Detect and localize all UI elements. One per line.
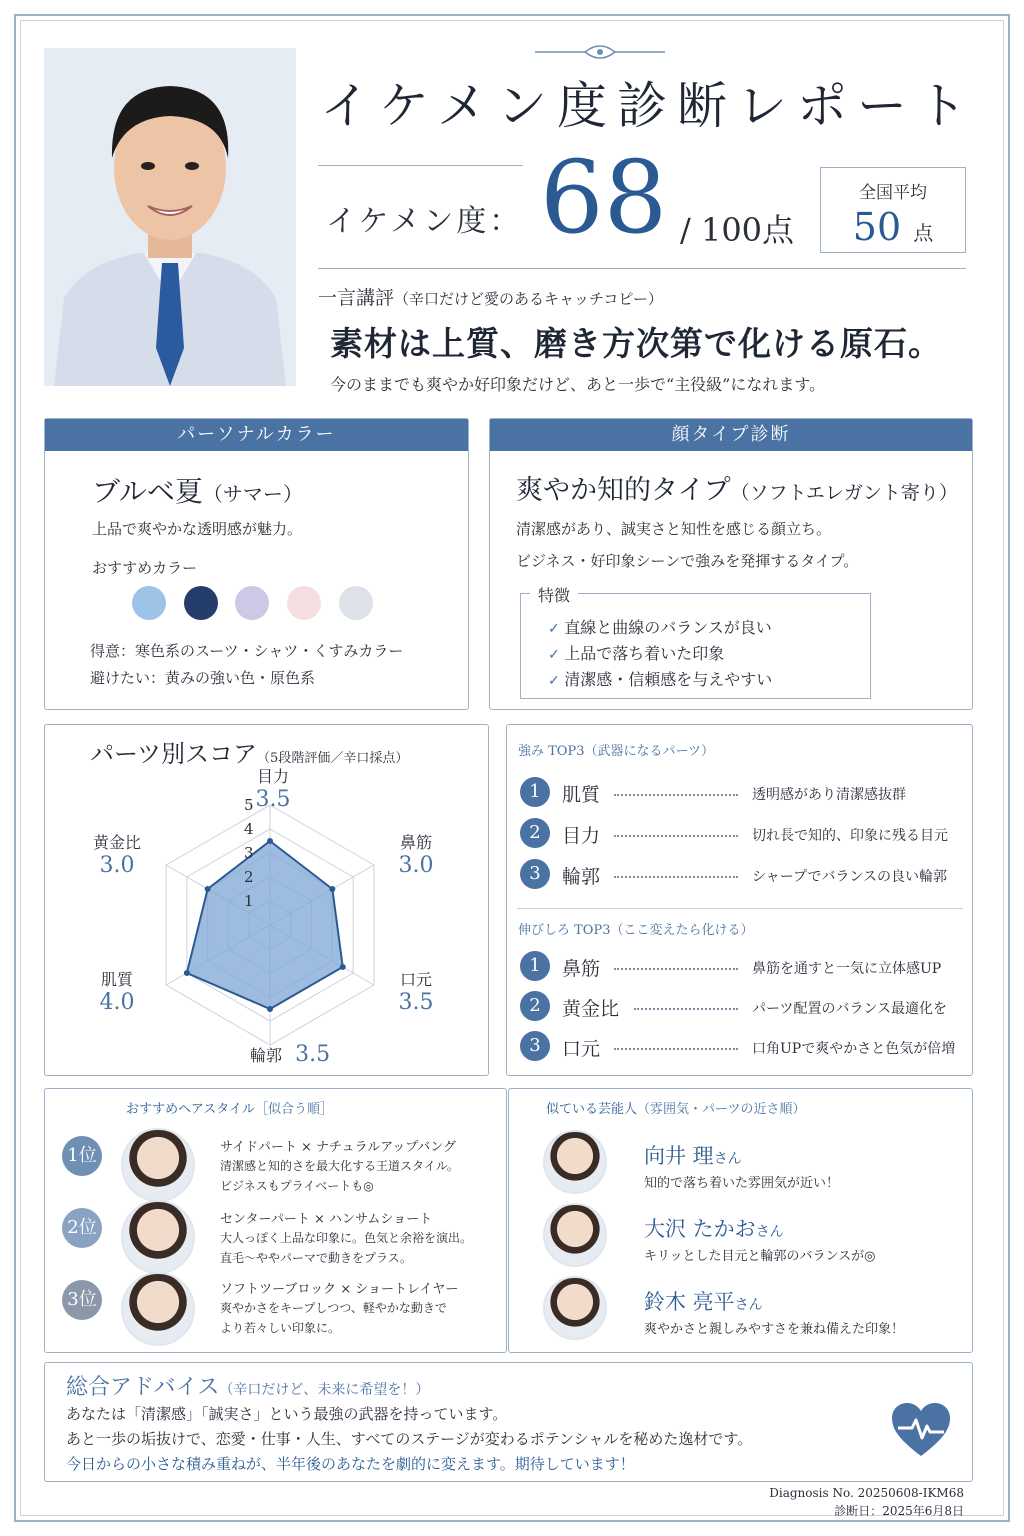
celebrity-photo bbox=[543, 1276, 607, 1340]
celebrity-title: 似ている芸能人 bbox=[546, 1102, 638, 1117]
color-swatch bbox=[287, 586, 321, 620]
strength-name: 肌質 bbox=[562, 784, 601, 806]
hairstyle-desc: 直毛〜ややパーマで動きをプラス。 bbox=[220, 1251, 413, 1265]
rank-badge: 2 bbox=[520, 991, 550, 1021]
radar-data-point bbox=[267, 838, 273, 844]
celebrity-name-row bbox=[644, 1140, 742, 1170]
diagnosis-number: Diagnosis No. 20250608-IKM68 bbox=[769, 1486, 964, 1500]
strength-name: 目力 bbox=[562, 825, 601, 847]
hairstyle-desc: 大人っぽく上品な印象に。色気と余裕を演出。 bbox=[220, 1231, 473, 1245]
advice-title-row bbox=[66, 1370, 429, 1401]
strength-desc: 切れ長で知的、印象に残る目元 bbox=[752, 828, 948, 844]
face-type-header: 顔タイプ診断 bbox=[490, 419, 972, 451]
face-type-desc-1: 清潔感があり、誠実さと知性を感じる顔立ち。 bbox=[516, 520, 832, 538]
hairstyle-desc: 爽やかさをキープしつつ、軽やかな動きで bbox=[220, 1301, 447, 1315]
radar-tick-label: 2 bbox=[244, 868, 254, 886]
leader-dots bbox=[614, 835, 738, 837]
radar-value: 3.0 bbox=[398, 853, 434, 878]
color-swatch bbox=[184, 586, 218, 620]
radar-label-contour bbox=[250, 1042, 330, 1067]
radar-tick-label: 3 bbox=[244, 844, 254, 862]
feature-item bbox=[548, 667, 772, 690]
celebrity-name-row bbox=[644, 1286, 763, 1316]
radar-value: 3.0 bbox=[99, 853, 135, 878]
divider bbox=[318, 165, 523, 166]
face-type-note: （ソフトエレガント寄り） bbox=[730, 482, 958, 504]
feature-item bbox=[548, 615, 772, 638]
leader-dots bbox=[614, 794, 738, 796]
radar-label-golden-ratio bbox=[86, 830, 148, 878]
avoid-colors: 避けたい：黄みの強い色・原色系 bbox=[90, 669, 316, 687]
check-icon: ✓ bbox=[548, 621, 565, 637]
rank-badge: 2 bbox=[520, 818, 550, 848]
radar-label-text: 黄金比 bbox=[92, 833, 141, 852]
average-unit: 点 bbox=[913, 221, 934, 245]
average-value-row bbox=[821, 205, 965, 249]
celebrity-desc: 爽やかさと親しみやすさを兼ね備えた印象！ bbox=[644, 1322, 905, 1337]
heart-pulse-icon bbox=[890, 1402, 952, 1458]
growth-desc: パーツ配置のバランス最適化を bbox=[752, 1001, 948, 1017]
hairstyle-photo bbox=[121, 1128, 195, 1202]
feature-item bbox=[548, 641, 724, 664]
growth-note: （ここ変えたら化ける） bbox=[610, 923, 754, 938]
rank-badge: 1 bbox=[520, 951, 550, 981]
celebrity-name: 向井 理 bbox=[644, 1144, 714, 1168]
celebrity-title-row bbox=[546, 1096, 806, 1118]
growth-title: 伸びしろ TOP3 bbox=[518, 923, 611, 938]
title-ornament-icon bbox=[530, 40, 670, 64]
hairstyle-name: センターパート × ハンサムショート bbox=[220, 1212, 433, 1227]
strength-desc: シャープでバランスの良い輪郭 bbox=[752, 869, 948, 885]
radar-label-text: 肌質 bbox=[100, 970, 133, 989]
average-label: 全国平均 bbox=[859, 183, 927, 203]
growth-desc: 鼻筋を通すと一気に立体感UP bbox=[752, 961, 942, 977]
rank-badge: 1位 bbox=[62, 1136, 102, 1176]
rank-badge: 3 bbox=[520, 859, 550, 889]
advice-title: 総合アドバイス bbox=[66, 1375, 220, 1400]
celebrity-suffix: さん bbox=[713, 1151, 742, 1167]
radar-value: 4.0 bbox=[99, 990, 135, 1015]
feature-text: 清潔感・信頼感を与えやすい bbox=[564, 670, 773, 689]
hairstyle-title: おすすめヘアスタイル bbox=[126, 1102, 255, 1117]
celebrity-photo bbox=[543, 1203, 607, 1267]
radar-data-point bbox=[340, 964, 346, 970]
celebrity-desc: 知的で落ち着いた雰囲気が近い！ bbox=[644, 1176, 840, 1191]
strength-name: 輪郭 bbox=[562, 866, 601, 888]
personal-color-type-row bbox=[92, 470, 303, 510]
national-average-box bbox=[820, 167, 966, 253]
celebrity-suffix: さん bbox=[755, 1224, 784, 1240]
personal-color-type-note: （サマー） bbox=[202, 482, 303, 506]
radar-data-point bbox=[205, 886, 211, 892]
face-type: 爽やか知的タイプ bbox=[516, 475, 731, 506]
radar-data-area bbox=[187, 841, 343, 1009]
radar-tick-label: 1 bbox=[244, 892, 254, 910]
face-type-row bbox=[516, 468, 958, 507]
advice-line-highlight: 今日からの小さな積み重ねが、半年後のあなたを劇的に変えます。期待しています！ bbox=[66, 1455, 635, 1473]
hairstyle-name: サイドパート × ナチュラルアップバング bbox=[220, 1140, 456, 1155]
growth-desc: 口角UPで爽やかさと色気が倍増 bbox=[752, 1041, 956, 1057]
radar-data-point bbox=[267, 1006, 273, 1012]
rank-badge: 3 bbox=[520, 1031, 550, 1061]
score-label: イケメン度： bbox=[326, 204, 523, 239]
feature-text: 直線と曲線のバランスが良い bbox=[564, 618, 772, 637]
growth-title-row bbox=[518, 915, 754, 939]
rank-badge: 3位 bbox=[62, 1280, 102, 1320]
hairstyle-desc: ビジネスもプライベートも◎ bbox=[220, 1179, 374, 1193]
strengths-note: （武器になるパーツ） bbox=[584, 744, 714, 759]
hairstyle-title-row bbox=[126, 1096, 333, 1118]
good-colors: 得意：寒色系のスーツ・シャツ・くすみカラー bbox=[90, 642, 404, 660]
features-label: 特徴 bbox=[530, 583, 578, 606]
hairstyle-note: ［似合う順］ bbox=[254, 1102, 333, 1117]
hairstyle-name: ソフトツーブロック × ショートレイヤー bbox=[220, 1282, 459, 1297]
average-value: 50 bbox=[852, 205, 902, 249]
personal-color-header: パーソナルカラー bbox=[45, 419, 468, 451]
radar-label-text: 目力 bbox=[256, 767, 289, 786]
personal-color-type: ブルベ夏 bbox=[92, 475, 203, 508]
radar-label-text: 鼻筋 bbox=[399, 833, 432, 852]
recommend-color-label: おすすめカラー bbox=[92, 559, 198, 577]
radar-value: 3.5 bbox=[255, 787, 291, 812]
divider bbox=[318, 268, 966, 269]
leader-dots bbox=[614, 876, 738, 878]
comment-heading: 一言講評 bbox=[318, 287, 395, 309]
score-max: / 100点 bbox=[680, 211, 795, 249]
diagnosis-date: 診断日：2025年6月8日 bbox=[834, 1504, 964, 1518]
face-type-desc-2: ビジネス・好印象シーンで強みを発揮するタイプ。 bbox=[516, 552, 859, 570]
report-title: イケメン度診断レポート bbox=[320, 77, 977, 135]
hairstyle-photo bbox=[121, 1272, 195, 1346]
growth-name: 黄金比 bbox=[562, 998, 620, 1020]
radar-data-point bbox=[184, 970, 190, 976]
radar-tick-label: 4 bbox=[244, 820, 254, 838]
leader-dots bbox=[614, 968, 738, 970]
celebrity-name-row bbox=[644, 1213, 784, 1243]
strengths-panel bbox=[506, 724, 973, 1076]
catchphrase-sub: 今のままでも爽やか好印象だけど、あと一歩で“主役級”になれます。 bbox=[330, 375, 826, 394]
radar-tick-label: 5 bbox=[244, 796, 254, 814]
advice-line: あなたは「清潔感」「誠実さ」という最強の武器を持っています。 bbox=[66, 1405, 508, 1423]
celebrity-note: （雰囲気・パーツの近さ順） bbox=[637, 1102, 806, 1117]
rank-badge: 1 bbox=[520, 777, 550, 807]
personal-color-description: 上品で爽やかな透明感が魅力。 bbox=[92, 520, 303, 538]
color-swatch bbox=[132, 586, 166, 620]
advice-note: （辛口だけど、未来に希望を！） bbox=[219, 1382, 430, 1398]
leader-dots bbox=[634, 1008, 738, 1010]
color-swatch bbox=[235, 586, 269, 620]
color-swatch bbox=[339, 586, 373, 620]
feature-text: 上品で落ち着いた印象 bbox=[564, 644, 725, 663]
strengths-title: 強み TOP3 bbox=[518, 744, 585, 759]
radar-label-skin bbox=[86, 967, 148, 1015]
radar-chart bbox=[130, 780, 410, 1060]
comment-heading-note: （辛口だけど愛のあるキャッチコピー） bbox=[394, 290, 663, 308]
rank-badge: 2位 bbox=[62, 1208, 102, 1248]
radar-value: 3.5 bbox=[295, 1042, 331, 1067]
radar-label-text: 輪郭 bbox=[250, 1046, 283, 1065]
divider bbox=[517, 908, 963, 909]
hairstyle-photo bbox=[121, 1200, 195, 1274]
hairstyle-desc: 清潔感と知的さを最大化する王道スタイル。 bbox=[220, 1159, 459, 1173]
score-value: 68 bbox=[540, 139, 668, 256]
growth-name: 鼻筋 bbox=[562, 958, 601, 980]
hairstyle-desc: より若々しい印象に。 bbox=[220, 1321, 341, 1335]
leader-dots bbox=[614, 1048, 738, 1050]
celebrity-photo bbox=[543, 1130, 607, 1194]
check-icon: ✓ bbox=[548, 673, 565, 689]
parts-score-note: （5段階評価／辛口採点） bbox=[257, 751, 409, 766]
profile-photo bbox=[44, 48, 296, 386]
strengths-title-row bbox=[518, 736, 714, 760]
radar-label-nose bbox=[385, 830, 447, 878]
celebrity-desc: キリッとした目元と輪郭のバランスが◎ bbox=[644, 1249, 876, 1264]
advice-line: あと一歩の垢抜けで、恋愛・仕事・人生、すべてのステージが変わるポテンシャルを秘めた逸材です。 bbox=[66, 1430, 753, 1448]
celebrity-name: 大沢 たかお bbox=[644, 1217, 756, 1241]
celebrity-suffix: さん bbox=[734, 1297, 763, 1313]
strength-desc: 透明感があり清潔感抜群 bbox=[752, 787, 906, 803]
growth-name: 口元 bbox=[562, 1038, 601, 1060]
parts-score-title: パーツ別スコア bbox=[90, 740, 258, 768]
radar-data-point bbox=[329, 886, 335, 892]
celebrity-name: 鈴木 亮平 bbox=[644, 1290, 735, 1314]
catchphrase: 素材は上質、磨き方次第で化ける原石。 bbox=[330, 324, 942, 363]
radar-label-eyes bbox=[243, 764, 303, 812]
comment-heading-row bbox=[318, 283, 663, 310]
check-icon: ✓ bbox=[548, 647, 565, 663]
radar-label-text: 口元 bbox=[399, 970, 432, 989]
radar-label-mouth bbox=[385, 967, 447, 1015]
radar-value: 3.5 bbox=[398, 990, 434, 1015]
